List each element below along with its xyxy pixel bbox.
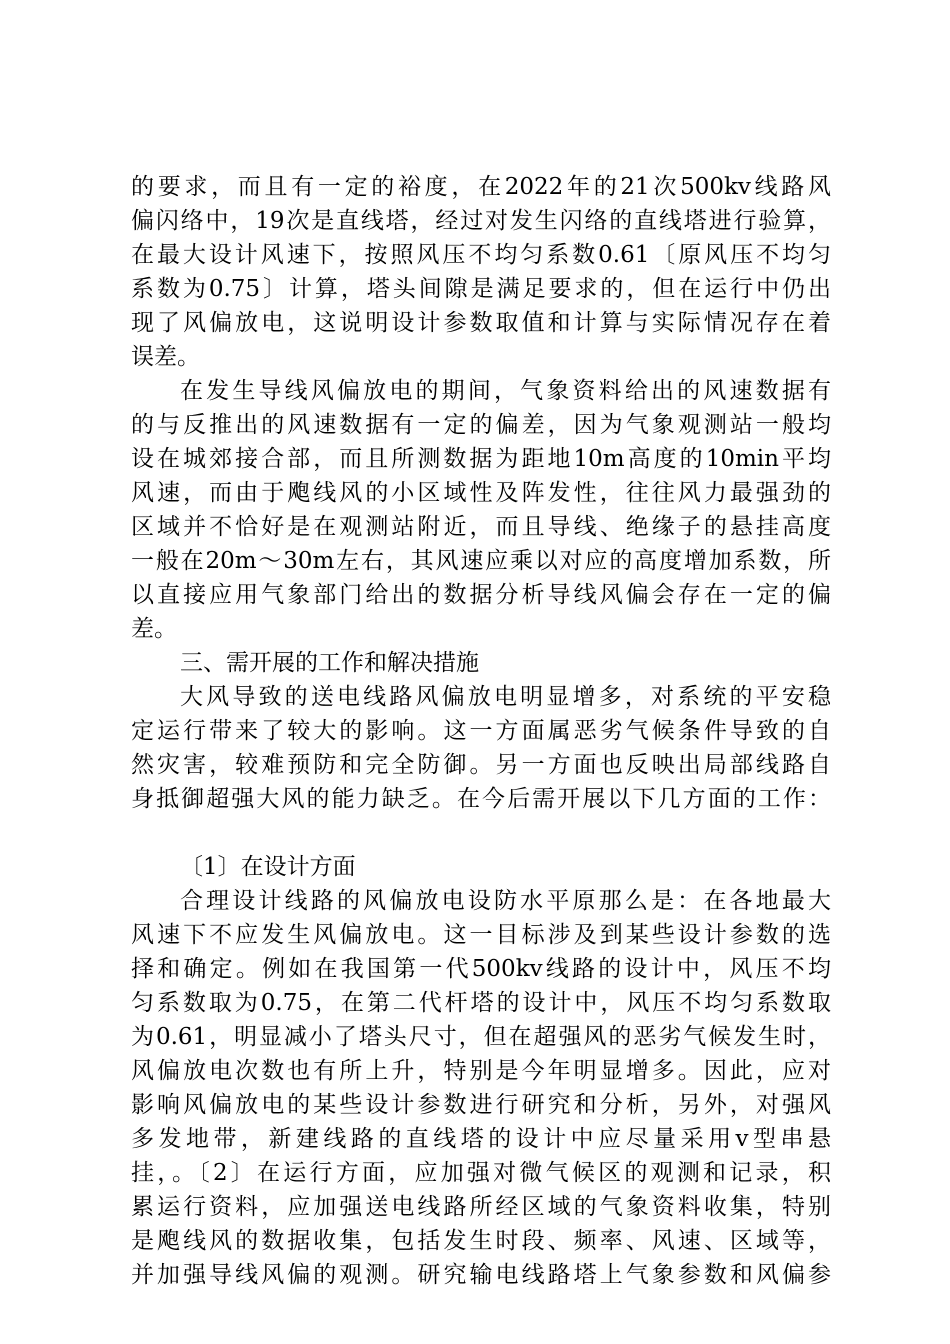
subsection-heading: 〔1〕在设计方面	[180, 854, 356, 880]
text-line: 挂，。〔2〕在运行方面，应加强对微气候区的观测和记录，积	[131, 1160, 831, 1186]
text-line: 一般在20m～30m左右，其风速应乘以对应的高度增加系数，所	[131, 548, 831, 574]
text-line: 影响风偏放电的某些设计参数进行研究和分析，另外，对强风	[131, 1092, 831, 1118]
text-line: 现了风偏放电，这说明设计参数取值和计算与实际情况存在着	[131, 310, 831, 336]
text-line: 在最大设计风速下，按照风压不均匀系数0.61〔原风压不均匀	[131, 242, 831, 268]
text-line: 风速下不应发生风偏放电。这一目标涉及到某些设计参数的选	[131, 922, 831, 948]
text-line: 系数为0.75〕计算，塔头间隙是满足要求的，但在运行中仍出	[131, 276, 831, 302]
text-line: 为0.61，明显减小了塔头尺寸，但在超强风的恶劣气候发生时，	[131, 1024, 831, 1050]
text-line: 的要求，而且有一定的裕度，在2022年的21次500kv线路风	[131, 174, 831, 200]
text-line: 偏闪络中，19次是直线塔，经过对发生闪络的直线塔进行验算，	[131, 208, 831, 234]
text-line: 身抵御超强大风的能力缺乏。在今后需开展以下几方面的工作：	[131, 786, 831, 812]
section-heading: 三、需开展的工作和解决措施	[180, 650, 479, 676]
text-line: 以直接应用气象部门给出的数据分析导线风偏会存在一定的偏	[131, 582, 831, 608]
text-line: 误差。	[131, 344, 200, 370]
text-line: 择和确定。例如在我国第一代500kv线路的设计中，风压不均	[131, 956, 831, 982]
text-line: 在发生导线风偏放电的期间，气象资料给出的风速数据有	[180, 378, 831, 404]
text-line: 定运行带来了较大的影响。这一方面属恶劣气候条件导致的自	[131, 718, 831, 744]
text-line: 然灾害，较难预防和完全防御。另一方面也反映出局部线路自	[131, 752, 831, 778]
text-line: 的与反推出的风速数据有一定的偏差，因为气象观测站一般均	[131, 412, 831, 438]
text-line: 风速，而由于飑线风的小区域性及阵发性，往往风力最强劲的	[131, 480, 831, 506]
text-line: 累运行资料，应加强送电线路所经区域的气象资料收集，特别	[131, 1194, 831, 1220]
text-line: 差。	[131, 616, 177, 642]
text-line: 并加强导线风偏的观测。研究输电线路塔上气象参数和风偏参	[131, 1262, 831, 1288]
text-line: 风偏放电次数也有所上升，特别是今年明显增多。因此，应对	[131, 1058, 831, 1084]
text-line: 是飑线风的数据收集，包括发生时段、频率、风速、区域等，	[131, 1228, 831, 1254]
text-line: 匀系数取为0.75，在第二代杆塔的设计中，风压不均匀系数取	[131, 990, 831, 1016]
text-line: 区域并不恰好是在观测站附近，而且导线、绝缘子的悬挂高度	[131, 514, 831, 540]
text-line: 大风导致的送电线路风偏放电明显增多，对系统的平安稳	[180, 684, 831, 710]
text-line: 合理设计线路的风偏放电设防水平原那么是：在各地最大	[180, 888, 831, 914]
text-line: 多发地带，新建线路的直线塔的设计中应尽量采用v型串悬	[131, 1126, 831, 1152]
text-line: 设在城郊接合部，而且所测数据为距地10m高度的10min平均	[131, 446, 831, 472]
